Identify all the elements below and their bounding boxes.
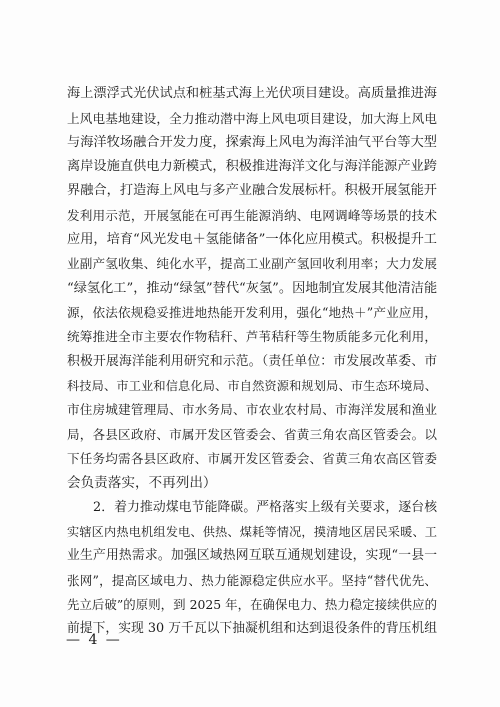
text-line: 发利用示范，开展氢能在可再生能源消纳、电网调峰等场景的技术 [67,208,437,223]
text-line: 张网”，提高区域电力、热力能源稳定供应水平。坚持“替代优先、 [67,573,437,588]
text-line: 下任务均需各县区政府、市属开发区管委会、省黄三角农高区管委 [67,451,437,466]
text-line: 市住房城建管理局、市水务局、市农业农村局、市海洋发展和渔业 [67,402,437,417]
section-heading-line: 2．着力推动煤电节能降碳。严格落实上级有关要求，逐台核 [93,500,437,515]
text-line: 积极开展海洋能利用研究和示范。（责任单位：市发展改革委、市 [67,354,437,369]
text-line: 离岸设施直供电力新模式，积极推进海洋文化与海洋能源产业跨 [67,159,437,174]
text-line: 源，依法依规稳妥推进地热能开发利用，强化“地热＋”产业应用， [67,305,437,320]
text-line: 前提下，实现 30 万千瓦以下抽凝机组和达到退役条件的背压机组 [67,621,437,636]
text-line: 先立后破”的原则，到 2025 年，在确保电力、热力稳定接续供应的 [67,597,437,612]
text-line: 会负责落实，不再列出） [67,475,217,491]
page-number: — 4 — [66,632,122,648]
text-line: 业生产用热需求。加强区域热网互联互通规划建设，实现“一县一 [67,548,437,563]
text-line: 业副产氢收集、纯化水平，提高工业副产氢回收利用率；大力发展 [67,256,437,271]
text-line: 与海洋牧场融合开发力度，探索海上风电为海洋油气平台等大型 [67,135,437,150]
text-line: 海上漂浮式光伏试点和桩基式海上光伏项目建设。高质量推进海 [67,86,437,101]
text-line: 上风电基地建设，全力推动潜中海上风电项目建设，加大海上风电 [67,111,437,126]
text-line: 界融合，打造海上风电与多产业融合发展标杆。积极开展氢能开 [67,183,437,198]
text-line: 科技局、市工业和信息化局、市自然资源和规划局、市生态环境局、 [67,379,437,393]
text-line: 局，各县区政府、市属开发区管委会、省黄三角农高区管委会。以 [67,427,437,442]
text-line: “绿氢化工”，推动“绿氢”替代“灰氢”。因地制宜发展其他清洁能 [67,281,438,296]
text-line: 应用，培育“风光发电＋氢能储备”一体化应用模式。积极提升工 [67,232,437,247]
text-line: 实辖区内热电机组发电、供热、煤耗等情况，摸清地区居民采暖、工 [67,525,437,539]
text-line: 统筹推进全市主要农作物秸秆、芦苇秸秆等生物质能多元化利用， [67,329,437,344]
